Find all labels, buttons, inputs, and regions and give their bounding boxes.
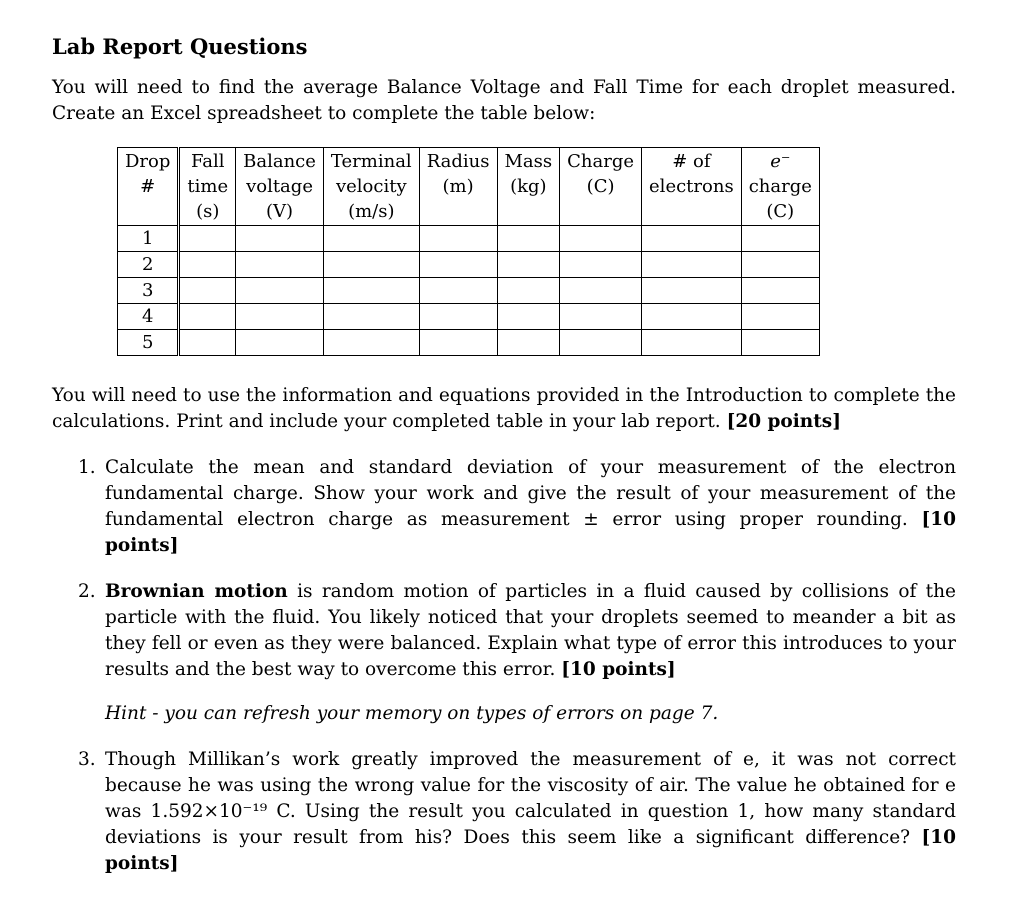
table-row [118,278,820,304]
page-title: Lab Report Questions [52,34,308,59]
table-cell [741,278,819,304]
table-cell [497,278,560,304]
col-header-balance-voltage: Balance voltage (V) [236,148,324,226]
table-cell [323,330,419,356]
table-cell [419,226,497,252]
question-item [52,455,956,559]
table-cell [323,226,419,252]
table-cell [323,252,419,278]
table-cell [419,252,497,278]
table-cell [497,330,560,356]
question-item [52,747,956,877]
question-list [52,455,956,897]
drop-number-cell: 4 [118,304,179,330]
table-cell [560,330,642,356]
col-header-terminal-velocity: Terminal velocity (m/s) [323,148,419,226]
table-cell [179,304,236,330]
table-cell [236,330,324,356]
table-cell [323,304,419,330]
table-cell [419,278,497,304]
table-cell [642,278,742,304]
table-cell [560,304,642,330]
table-cell [741,252,819,278]
table-cell [497,304,560,330]
question-text: is random motion of particles in a fluid caused by collisions of the particle with the fluid. You likely noticed that your droplets seemed to meander a bit as they fell or even as they were balanced. Explain what type of error this introduces to your results and the best way to overcome this error. [105,581,956,680]
drop-number-cell: 3 [118,278,179,304]
table-cell [179,252,236,278]
table-cell [642,304,742,330]
table-cell [642,330,742,356]
question-bold-lead: Brownian motion [105,581,288,602]
question-number: 2. [78,581,96,602]
table-row [118,330,820,356]
table-cell [560,252,642,278]
table-cell [741,304,819,330]
measurement-table [117,147,820,356]
points-label: [10 points] [105,827,956,874]
table-cell [236,304,324,330]
question-text: Calculate the mean and standard deviation of your measurement of the electron fundamental charge. Show your work and give the result of your measurement of the fundamental electron charge as measurement ± error using proper rounding. [105,457,956,530]
table-cell [179,330,236,356]
instructions-paragraph [52,383,956,435]
question-number: 1. [78,457,96,478]
table-header-row [118,148,820,226]
table-cell [642,226,742,252]
table-cell [497,252,560,278]
col-header-radius: Radius (m) [419,148,497,226]
col-header-charge: Charge (C) [560,148,642,226]
table-cell [179,226,236,252]
table-row [118,252,820,278]
drop-number-cell: 5 [118,330,179,356]
col-header-drop: Drop # [118,148,179,226]
table-cell [419,304,497,330]
table-row [118,304,820,330]
table-row [118,226,820,252]
table-cell [236,226,324,252]
table-cell [560,278,642,304]
question-number: 3. [78,749,96,770]
table-cell [419,330,497,356]
instructions-text: You will need to use the information and equations provided in the Introduction to complete the calculations. Print and include your completed table in your lab report. [52,385,956,432]
question-item [52,579,956,727]
table-cell [179,278,236,304]
table-cell [236,252,324,278]
col-header-mass: Mass (kg) [497,148,560,226]
question-hint: Hint - you can refresh your memory on types of errors on page 7. [105,703,719,724]
drop-number-cell: 2 [118,252,179,278]
intro-paragraph: You will need to find the average Balance Voltage and Fall Time for each droplet measured. Create an Excel spreadsheet to complete the table below: [52,77,956,124]
question-text: Though Millikan’s work greatly improved the measurement of e, it was not correct because he was using the wrong value for the viscosity of air. The value he obtained for e was 1.592×10⁻¹⁹ C. Using the result you calculated in question 1, how many standard deviations is your result from his? Does this seem like a significant difference? [105,749,956,848]
table-cell [642,252,742,278]
table-cell [560,226,642,252]
col-header-num-electrons: # of electrons [642,148,742,226]
col-header-fall-time: Fall time (s) [179,148,236,226]
table-cell [323,278,419,304]
points-label: [10 points] [561,659,676,680]
table-cell [236,278,324,304]
table-cell [741,226,819,252]
points-label: [10 points] [105,509,957,556]
table-cell [497,226,560,252]
table-cell [741,330,819,356]
col-header-e-charge: e⁻ charge (C) [741,148,819,226]
drop-number-cell: 1 [118,226,179,252]
points-label: [20 points] [726,411,841,432]
